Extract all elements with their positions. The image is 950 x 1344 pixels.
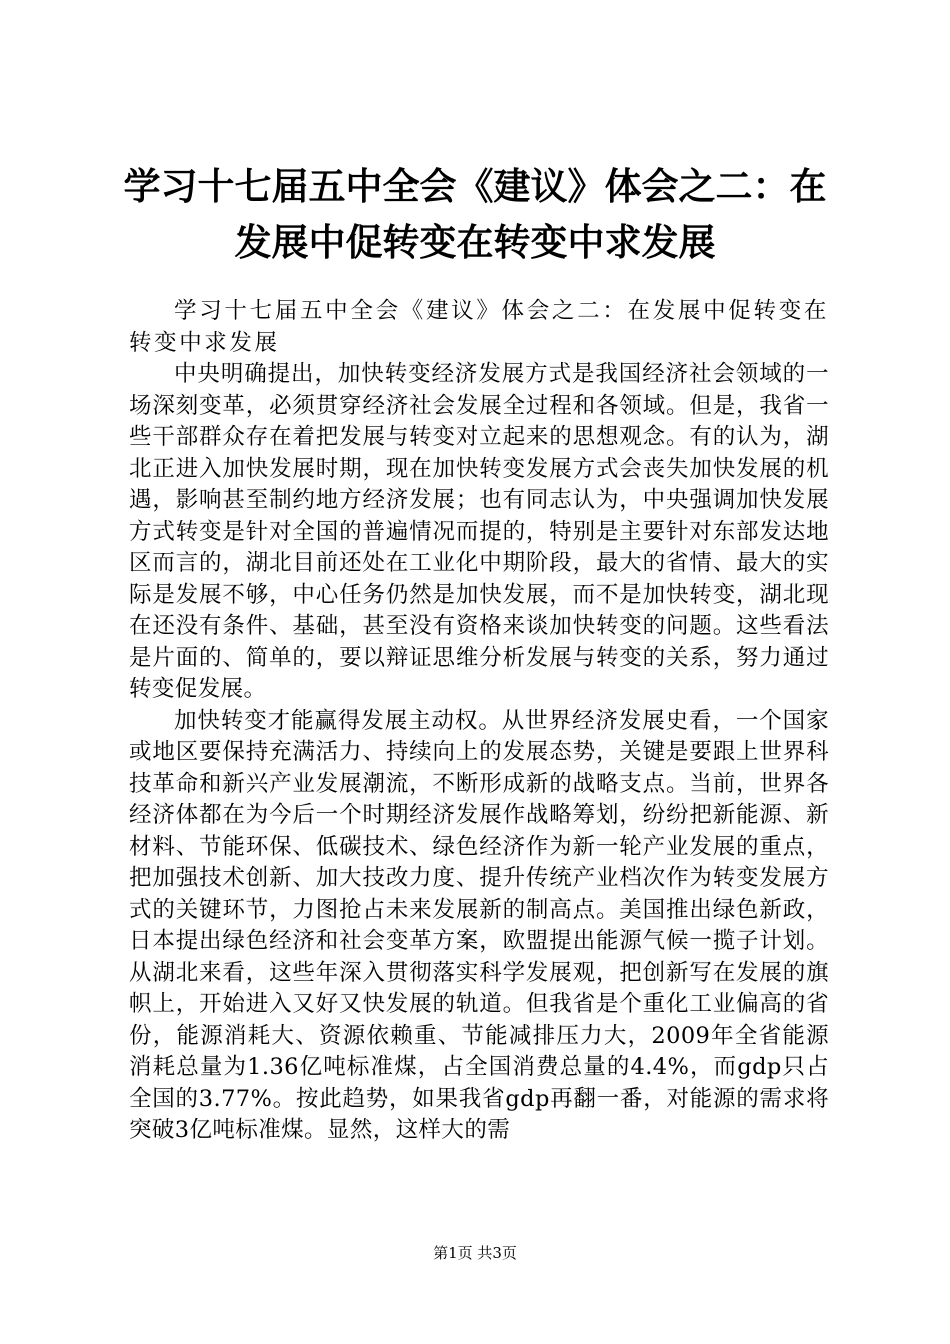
subtitle-paragraph: 学习十七届五中全会《建议》体会之二：在发展中促转变在转变中求发展 bbox=[129, 298, 829, 356]
document-body bbox=[129, 296, 829, 1147]
page-number-footer: 第1页 共3页 bbox=[433, 1244, 517, 1262]
document-title: 学习十七届五中全会《建议》体会之二：在发展中促转变在转变中求发展 bbox=[123, 164, 827, 264]
body-paragraph: 加快转变才能赢得发展主动权。从世界经济发展史看，一个国家或地区要保持充满活力、持续向上的发展态势，关键是要跟上世界科技革命和新兴产业发展潮流，不断形成新的战略支点。当前，世界各经济体都在为今后一个时期经济发展作战略筹划，纷纷把新能源、新材料、节能环保、低碳技术、绿色经济作为新一轮产业发展的重点，把加强技术创新、加大技改力度、提升传统产业档次作为转变发展方式的关键环节，力图抢占未来发展新的制高点。美国推出绿色新政，日本提出绿色经济和社会变革方案，欧盟提出能源气候一揽子计划。从湖北来看，这些年深入贯彻落实科学发展观，把创新写在发展的旗帜上，开始进入又好又快发展的轨道。但我省是个重化工业偏高的省份，能源消耗大、资源依赖重、节能减排压力大，2009年全省能源消耗总量为1.36亿吨标准煤，占全国消费总量的4.4%，而gdp只占全国的3.77%。按此趋势，如果我省gdp再翻一番，对能源的需求将突破3亿吨标准煤。显然，这样大的需 bbox=[129, 707, 829, 1143]
body-paragraph: 中央明确提出，加快转变经济发展方式是我国经济社会领域的一场深刻变革，必须贯穿经济社会发展全过程和各领域。但是，我省一些干部群众存在着把发展与转变对立起来的思想观念。有的认为，湖北正进入加快发展时期，现在加快转变发展方式会丧失加快发展的机遇，影响甚至制约地方经济发展；也有同志认为，中央强调加快发展方式转变是针对全国的普遍情况而提的，特别是主要针对东部发达地区而言的，湖北目前还处在工业化中期阶段，最大的省情、最大的实际是发展不够，中心任务仍然是加快发展，而不是加快转变，湖北现在还没有条件、基础，甚至没有资格来谈加快转变的问题。这些看法是片面的、简单的，要以辩证思维分析发展与转变的关系，努力通过转变促发展。 bbox=[129, 361, 829, 702]
